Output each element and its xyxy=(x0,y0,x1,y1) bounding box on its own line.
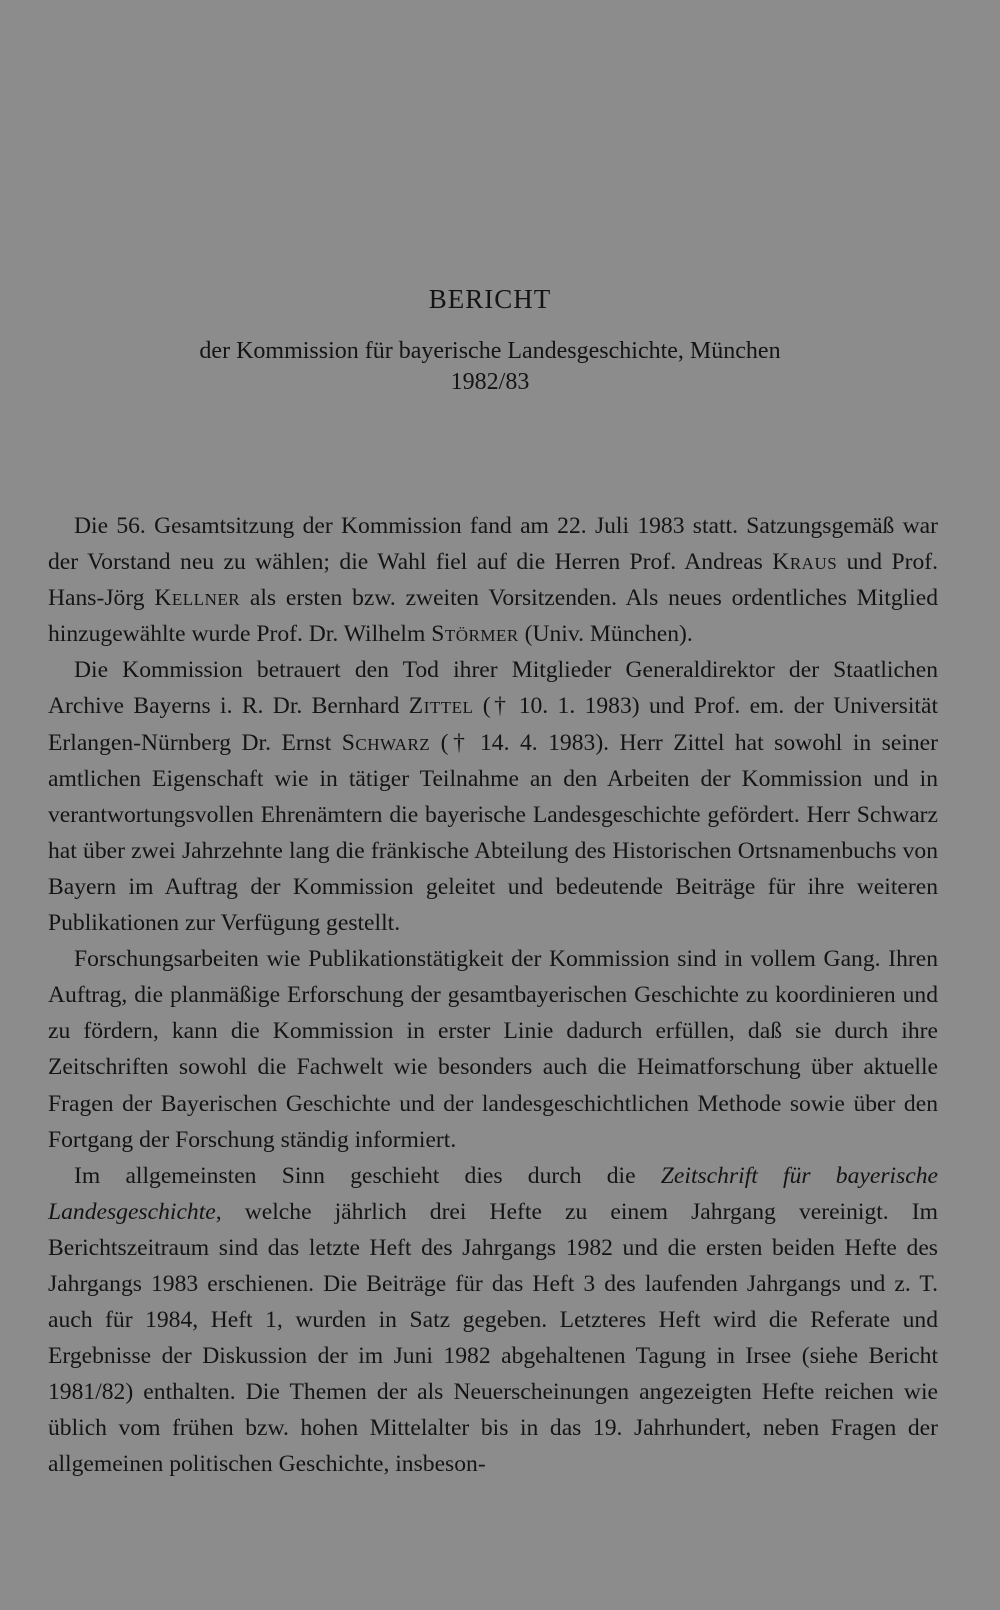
report-subtitle xyxy=(0,336,980,398)
person-name-schwarz: Schwarz xyxy=(341,729,431,756)
p2-text-c: († 14. 4. 1983). Herr Zittel hat sowohl in seiner amtlichen Eigenschaft wie in tätiger Teilnahme an den Arbeiten der Kommission und in verantwortungsvollen Ehrenämtern die bayerische Landesgeschichte gefördert. Herr Schwarz hat über zwei Jahrzehnte lang die fränkische Abteilung des Historischen Ortsnamenbuchs von Bayern im Auftrag der Kommission geleitet und bedeutende Beiträge für ihre weiteren Publikationen zur Verfügung gestellt. xyxy=(48,729,938,937)
person-name-stoermer: Störmer xyxy=(431,621,519,648)
subtitle-line-1: der Kommission für bayerische Landesgeschichte, München xyxy=(199,338,781,364)
paragraph-3: Forschungsarbeiten wie Publikationstätigkeit der Kommission sind in vollem Gang. Ihren Auftrag, die planmäßige Erforschung der gesamtbayerischen Geschichte zu koordinieren und zu fördern, kann die Kommission in erster Linie dadurch erfüllen, daß sie durch ihre Zeitschriften sowohl die Fachwelt wie besonders auch die Heimatforschung über aktuelle Fragen der Bayerischen Geschichte und der landesgeschichtlichen Methode sowie über den Fortgang der Forschung ständig informiert. xyxy=(48,946,938,1153)
paragraph-2 xyxy=(48,652,938,941)
report-title: BERICHT xyxy=(428,284,552,314)
person-name-zittel: Zittel xyxy=(408,693,474,720)
p1-text-c: als ersten bzw. zweiten Vorsitzenden. Als neues ordentliches Mitglied hinzugewählte wurde Prof. Dr. Wilhelm xyxy=(48,585,938,648)
p2-text-b: († 10. 1. 1983) und Prof. em. der Universität Erlangen-Nürnberg Dr. Ernst xyxy=(48,693,939,756)
subtitle-line-2: 1982/83 xyxy=(450,369,530,395)
p1-text-a: Die 56. Gesamtsitzung der Kommission fand am 22. Juli 1983 statt. Satzungsgemäß war der Vorstand neu zu wählen; die Wahl fiel auf die Herren Prof. Andreas xyxy=(48,513,938,576)
p4-text-a: Im allgemeinsten Sinn geschieht dies durch die xyxy=(74,1162,661,1189)
journal-title: Zeitschrift für bayerische Landesgeschichte, xyxy=(48,1162,938,1225)
person-name-kellner: Kellner xyxy=(154,585,241,612)
p4-text-b: welche jährlich drei Hefte zu einem Jahrgang vereinigt. Im Berichtszeitraum sind das letzte Heft des Jahrgangs 1982 und die ersten beiden Hefte des Jahrgangs 1983 erschienen. Die Beiträge für das Heft 3 des laufenden Jahrgangs und z. T. auch für 1984, Heft 1, wurden in Satz gegeben. Letzteres Heft wird die Referate und Ergebnisse der Diskussion der im Juni 1982 abgehaltenen Tagung in Irsee (siehe Bericht 1981/82) enthalten. Die Themen der als Neuerscheinungen angezeigten Hefte reichen wie üblich vom frühen bzw. hohen Mittelalter bis in das 19. Jahrhundert, neben Fragen der allgemeinen politischen Geschichte, insbeson- xyxy=(48,1198,938,1478)
person-name-kraus: Kraus xyxy=(772,549,838,576)
paragraph-1 xyxy=(48,508,938,652)
p1-text-d: (Univ. München). xyxy=(518,621,693,648)
report-body xyxy=(48,508,938,1483)
paragraph-4 xyxy=(48,1158,938,1483)
p1-text-b: und Prof. Hans-Jörg xyxy=(48,549,938,612)
p2-text-a: Die Kommission betrauert den Tod ihrer Mitglieder Generaldirektor der Staatlichen Archive Bayerns i. R. Dr. Bernhard xyxy=(48,657,938,720)
